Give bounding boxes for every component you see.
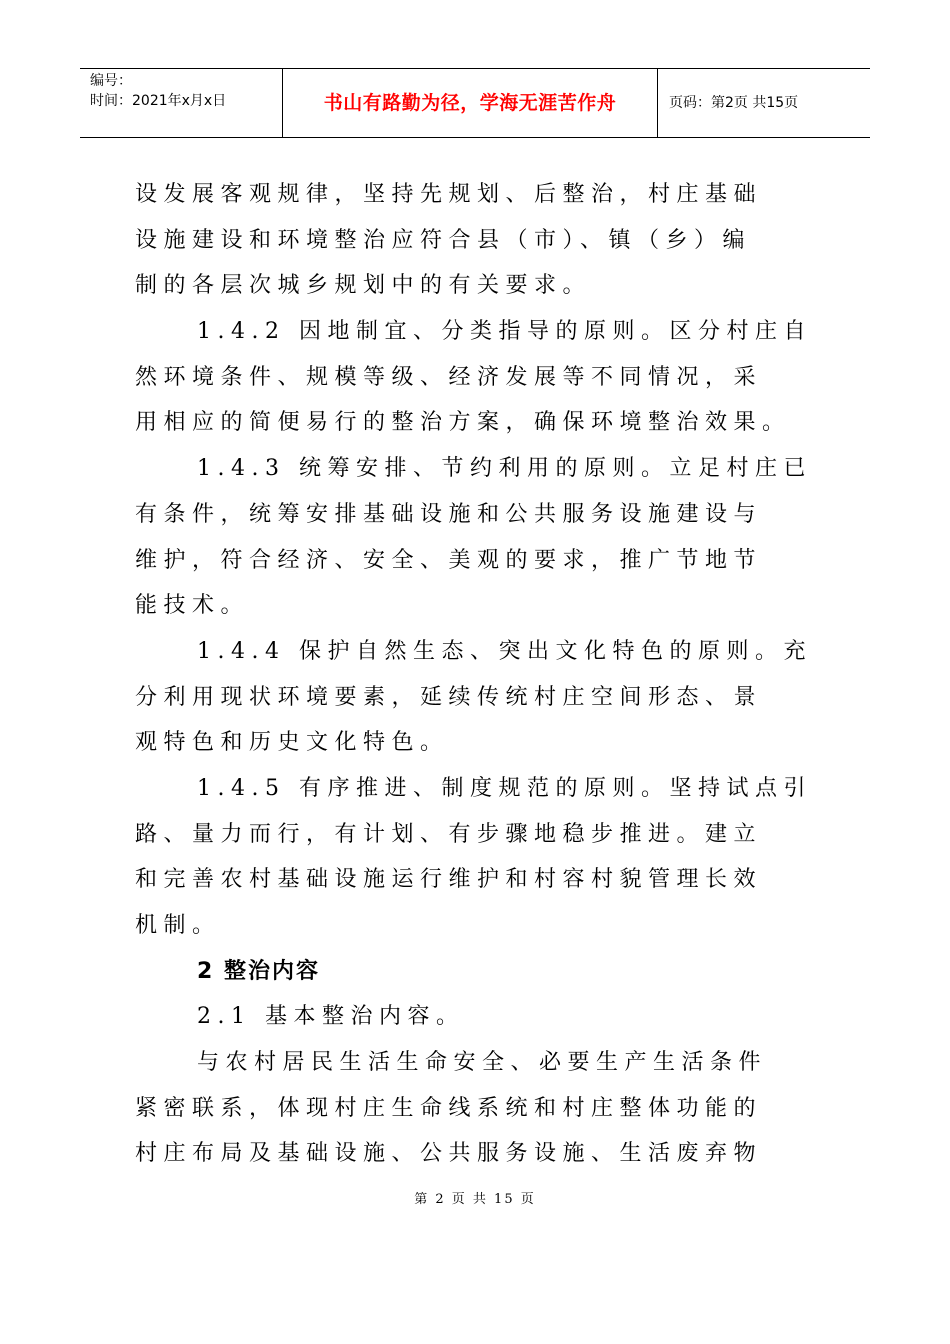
body-text-line: 维护，符合经济、安全、美观的要求，推广节地节 (135, 547, 763, 573)
body-text-line: 村庄布局及基础设施、公共服务设施、生活废弃物 (135, 1141, 763, 1167)
body-text-line: 然环境条件、规模等级、经济发展等不同情况，采 (135, 364, 763, 390)
body-text-line: 1.4.5 有序推进、制度规范的原则。坚持试点引 (197, 775, 812, 801)
header-motto-cell (282, 69, 658, 137)
section-heading: 2 整治内容 (197, 958, 320, 984)
page-footer: 第 2 页 共 15 页 (414, 1192, 536, 1207)
header-meta-cell (80, 69, 282, 137)
document-body (135, 172, 815, 1177)
body-text-line: 能技术。 (135, 593, 250, 619)
body-text-line: 和完善农村基础设施运行维护和村容村貌管理长效 (135, 867, 763, 893)
body-text-line: 机制。 (135, 913, 221, 938)
body-text-line: 1.4.3 统筹安排、节约利用的原则。立足村庄已 (197, 456, 812, 482)
serial-number-label: 编号： (90, 73, 132, 89)
body-text-line: 用相应的简便易行的整治方案，确保环境整治效果。 (135, 410, 791, 436)
body-text-line: 2.1 基本整治内容。 (197, 1004, 465, 1030)
body-text-line: 与农村居民生活生命安全、必要生产生活条件 (197, 1050, 768, 1076)
body-text-line: 路、量力而行，有计划、有步骤地稳步推进。建立 (135, 821, 763, 847)
header-page-info: 页码：第2页 共15页 (669, 95, 799, 111)
body-text-line: 紧密联系，体现村庄生命线系统和村庄整体功能的 (135, 1095, 763, 1121)
body-text-line: 1.4.4 保护自然生态、突出文化特色的原则。充 (197, 638, 812, 664)
body-text-line: 设发展客观规律，坚持先规划、后整治，村庄基础 (135, 182, 763, 207)
body-text-line: 分利用现状环境要素，延续传统村庄空间形态、景 (135, 684, 763, 710)
body-text-line: 设施建设和环境整治应符合县（市）、镇（乡）编 (135, 227, 752, 253)
body-text-line: 观特色和历史文化特色。 (135, 730, 449, 756)
header-page-cell (657, 69, 870, 137)
body-text-line: 1.4.2 因地制宜、分类指导的原则。区分村庄自 (197, 319, 812, 345)
header-motto: 书山有路勤为径，学海无涯苦作舟 (323, 92, 617, 114)
document-header (80, 68, 870, 138)
date-label: 时间：2021年x月x日 (90, 93, 227, 109)
body-text-line: 制的各层次城乡规划中的有关要求。 (135, 273, 592, 299)
body-text-line: 有条件，统筹安排基础设施和公共服务设施建设与 (135, 501, 763, 527)
